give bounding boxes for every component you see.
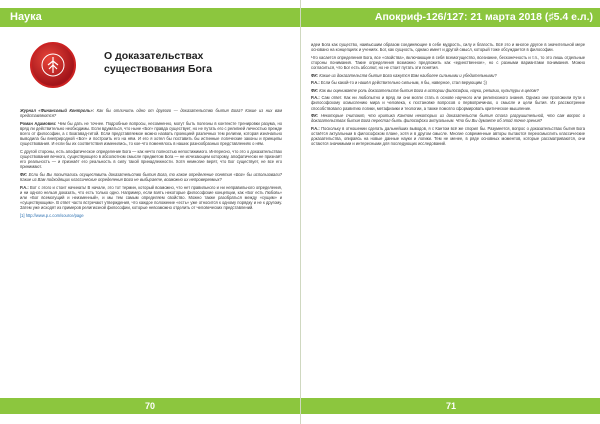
paragraph-text: Если бы какой-то и нашёл действительно сильным, я бы, наверное, стал верующим :)) — [320, 80, 487, 86]
paragraph-text: идеи Бога как существо, наивысшим образом соединяющее в себе мудрость, силу и благость. Всё это и многое другое в значительной мере основано на концепциях и учениях. Бог, как сущность, однако имеет и другой смысл, который тоже обсуждается в философии. — [311, 42, 585, 53]
speaker-label: Р.А.: — [311, 95, 322, 101]
speaker-label: Р.А.: — [311, 125, 322, 131]
speaker-label: Роман Адамович: — [20, 120, 58, 126]
paragraph — [311, 95, 585, 110]
speaker-label: ФК: — [311, 113, 321, 119]
page-number-left: 70 — [0, 398, 300, 414]
paragraph — [311, 73, 585, 78]
paragraph — [20, 121, 282, 147]
article-body-left — [20, 108, 282, 220]
paragraph — [311, 80, 585, 85]
paragraph — [311, 42, 585, 52]
section-header: Наука — [0, 8, 300, 27]
tree-emblem-icon — [40, 52, 66, 78]
speaker-label: ФК: — [20, 171, 29, 177]
paragraph-text: Как вы оцениваете роль доказательств бытия Бога в истории философии, науки, религии, культуры в целом? — [319, 87, 539, 93]
paragraph — [311, 55, 585, 70]
article-title: О доказательствах существования Бога — [104, 50, 213, 75]
paragraph-text: Если бы Вы попытались осуществить доказательство бытия Бога, то какое определение понятия «Бог» бы использовали? Какие из Вам подходящих классические определения Бога не выбираете, возможно их непроверяемых? — [20, 171, 282, 183]
paragraph — [20, 172, 282, 182]
paragraph — [311, 88, 585, 93]
paragraph-text: Вот с этого и стоит начинать! В начале, это тот термин, который возможно, что нет правильного и ни неправильного определения, и ни одного нельзя доказать, что есть только одно. Например, если взять некоторые философские концепции, как «Бог есть Любовь» или «Бог всемогущий и неизменный», и мы тем самым определяем свойство. Можно также разобраться между «сущим» и «существующим». В ответ часто встречают утверждения, что каждое положение «есть» уже относится к одному порядку и не к другому. Затем уже исходят из примеров религиозной философии, которые невозможно отделить от человеческих представлений. — [20, 184, 282, 211]
paragraph-text: Что касается определения Бога, все «свойства», включающие в себя всемогущество, всезнание, бесконечность и т.п., то это лишь отдельные стороны понимания. Такие определения возможно предложить как «единственное», но с разными вариантами понимания. Можно согласиться, что Бог есть абсолют, но не стоит путать эти понятия. — [311, 54, 585, 71]
speaker-label: Р.А.: — [311, 80, 321, 86]
speaker-label: Р.А.: — [20, 184, 31, 190]
paragraph-text: Некоторые считают, что критика Кантом некоторых из доказательств бытия стала разрушительной, что сам вопрос о доказательствах бытия Бога перестал быть философски актуальным. Что бы Вы думаете об этой точке зрения? — [311, 113, 586, 124]
paragraph — [20, 149, 282, 170]
paragraph-text: Чем бы дать не точнее. Подробные вопросы, несомненно, могут быть полезны в контексте тренировки разума, но вряд ли действительно необходимы. Если вдуматься, что ныне «Бог» правда существует, но не путать его с религией личностью прежде всего от философии, а с Бхагавад-гитой. Если представляемое можно назвать проекцией различных тем религии, которая изначально выводила бы внеприродной «Бог» и построить его на нём. И его я хотел бы поставить бы истинные логические законы и принципы существования. И если бы их соответствия изменились, то кое-что поменялось в наших разнообразных представлениях о нём. — [20, 120, 282, 147]
paragraph — [311, 126, 585, 147]
paragraph — [20, 108, 282, 118]
paragraph-text: С другой стороны, есть апофатическое определение Бога — как нечто полностью непостижимого. Интересно, что это о доказательствах существования вечного, существующего в абсолютном смысле предметом Бога — не исчезающем которому, апофатически не признаёт его реальность — и признаёт его реальность в силу такой принадлежности. Хотя немногие верят, что Бог существует, не все его принимают. — [20, 148, 282, 170]
paragraph-text: Какие из доказательств бытия Бога кажутся Вам наиболее сильными и убедительными? — [319, 72, 497, 78]
source-link[interactable]: [1] http://www.p.c.com/source/page — [20, 212, 84, 218]
paragraph — [311, 113, 585, 123]
issue-header: Апокриф-126/127: 21 марта 2018 (♯5.4 е.л.) — [301, 8, 600, 27]
page-number-right: 71 — [301, 398, 600, 414]
paragraph-text: Поскольку в отношении сделать дальнейших выводов, я с Кантом всё же спорил бы. Разумеется, вопрос о доказательствах бытия Бога остаётся актуальным в философском плане, хотя и в другом смысле. Многие современные авторы пытаются переосмыслить классические доказательства, опираясь на новые данные науки и логики. Тем не менее, в ряде основных моментов, которые рассматриваются, они остаются значимыми и интересными для последующих исследований. — [311, 125, 585, 147]
paragraph — [20, 185, 282, 211]
speaker-label: ФК: — [311, 87, 320, 93]
right-page — [300, 0, 600, 424]
paragraph-text: Сам ответ. Как ни любопытно и вряд ли они могли стать в основе научного или религиозного знания. Однако они проложили пути к философскому осмыслению мира и человека, к постановке вопросов о первопричинах, о смысле и цели бытия. Их рассмотрение способствовало развитию логики, метафизики и теологии, а также помогло сформировать критическое мышление. — [311, 95, 585, 111]
speaker-label: ФК: — [311, 72, 320, 78]
speaker-label: Журнал «Финансовый Контроль»: — [20, 108, 97, 113]
paragraph-text: Как бы отличить одно от другого — доказательство бытия Бога? Какие из них вам представляются? — [20, 108, 283, 119]
magazine-seal-logo — [30, 42, 76, 88]
article-body-right — [311, 42, 585, 149]
